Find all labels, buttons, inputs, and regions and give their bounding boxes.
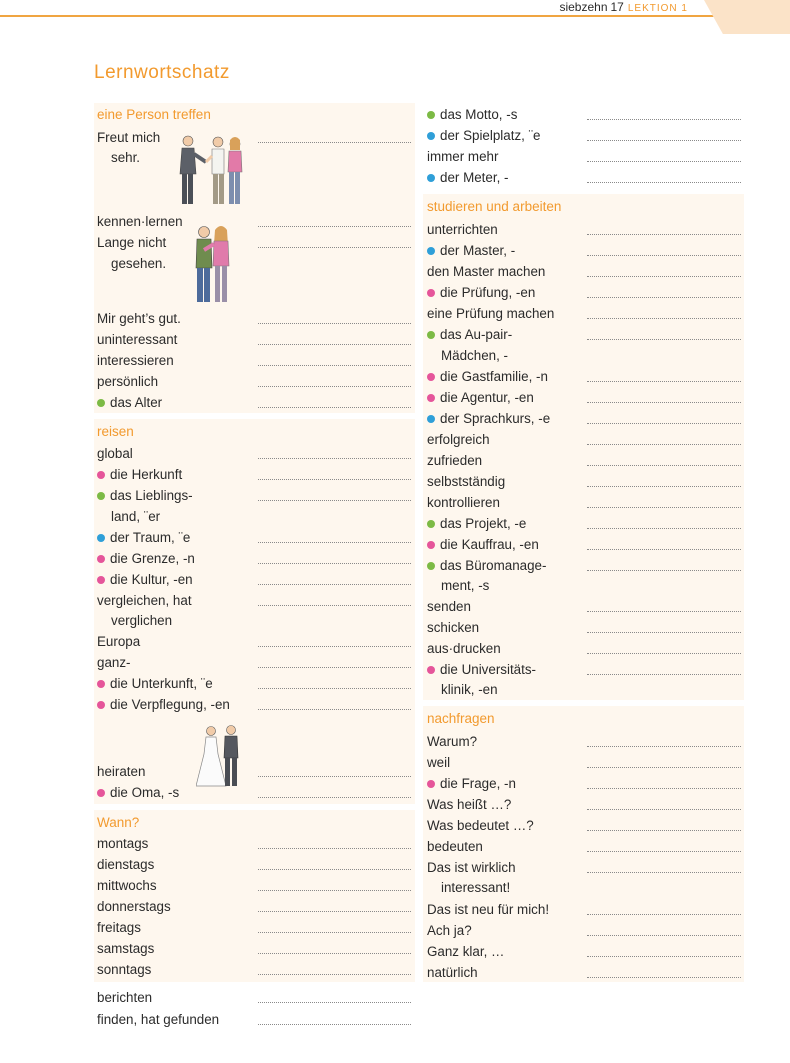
lesson-label: LEKTION 1 xyxy=(627,3,688,14)
answer-line[interactable] xyxy=(587,977,741,978)
neuter-dot xyxy=(427,111,435,119)
answer-line[interactable] xyxy=(587,767,741,768)
answer-line[interactable] xyxy=(587,276,741,277)
vocab-entry: bedeuten xyxy=(427,839,483,854)
answer-line[interactable] xyxy=(587,140,741,141)
answer-line[interactable] xyxy=(587,788,741,789)
vocab-entry: selbstständig xyxy=(427,474,506,489)
vocab-entry-cont: gesehen. xyxy=(111,256,167,271)
vocab-entry: der Sprachkurs, -e xyxy=(427,408,550,429)
masculine-dot xyxy=(97,534,105,542)
vocab-entry: Europa xyxy=(97,634,141,649)
answer-line[interactable] xyxy=(587,914,741,915)
answer-line[interactable] xyxy=(258,247,411,248)
vocab-entry: heiraten xyxy=(97,764,146,779)
answer-line[interactable] xyxy=(587,809,741,810)
feminine-dot xyxy=(427,541,435,549)
answer-line[interactable] xyxy=(258,667,411,668)
answer-line[interactable] xyxy=(258,953,411,954)
vocab-entry: zufrieden xyxy=(427,453,483,468)
answer-line[interactable] xyxy=(258,386,411,387)
neuter-dot xyxy=(427,520,435,528)
section-title: reisen xyxy=(97,424,134,439)
page-header xyxy=(559,0,688,16)
vocab-entry-cont: Mädchen, - xyxy=(441,348,508,363)
answer-line[interactable] xyxy=(587,423,741,424)
vocab-entry-cont: ment, -s xyxy=(441,578,490,593)
vocab-entry: persönlich xyxy=(97,374,159,389)
masculine-dot xyxy=(427,247,435,255)
answer-line[interactable] xyxy=(258,932,411,933)
answer-line[interactable] xyxy=(587,674,741,675)
vocab-entry: Das ist neu für mich! xyxy=(427,902,550,917)
vocab-entry: kennen·lernen xyxy=(97,214,183,229)
vocab-entry: erfolgreich xyxy=(427,432,490,447)
answer-line[interactable] xyxy=(587,570,741,571)
neuter-dot xyxy=(97,492,105,500)
answer-line[interactable] xyxy=(587,234,741,235)
vocab-entry: Mir geht’s gut. xyxy=(97,311,181,326)
vocab-entry: die Verpflegung, -en xyxy=(97,694,230,715)
vocab-entry: aus·drucken xyxy=(427,641,501,656)
neuter-dot xyxy=(97,399,105,407)
vocab-entry: senden xyxy=(427,599,471,614)
answer-line[interactable] xyxy=(587,830,741,831)
vocab-entry: der Master, - xyxy=(427,240,515,261)
vocab-entry: mittwochs xyxy=(97,878,157,893)
answer-line[interactable] xyxy=(587,528,741,529)
answer-line[interactable] xyxy=(587,851,741,852)
vocab-entry: die Gastfamilie, -n xyxy=(427,366,548,387)
vocab-entry: immer mehr xyxy=(427,149,499,164)
feminine-dot xyxy=(427,289,435,297)
vocab-entry: die Oma, -s xyxy=(97,782,179,803)
vocab-entry: der Traum, ¨e xyxy=(97,527,190,548)
answer-line[interactable] xyxy=(258,797,411,798)
vocab-entry: die Grenze, -n xyxy=(97,548,195,569)
vocab-entry-cont: verglichen xyxy=(111,613,173,628)
masculine-dot xyxy=(427,415,435,423)
vocab-entry: eine Prüfung machen xyxy=(427,306,555,321)
answer-line[interactable] xyxy=(258,869,411,870)
answer-line[interactable] xyxy=(587,549,741,550)
vocab-entry: unterrichten xyxy=(427,222,498,237)
answer-line[interactable] xyxy=(258,646,411,647)
vocab-entry: uninteressant xyxy=(97,332,178,347)
feminine-dot xyxy=(97,471,105,479)
vocab-entry: das Motto, -s xyxy=(427,104,517,125)
vocab-entry: vergleichen, hat xyxy=(97,593,192,608)
vocab-entry: berichten xyxy=(97,990,153,1005)
vocab-entry: Lange nicht xyxy=(97,235,167,250)
vocab-entry: Was bedeutet …? xyxy=(427,818,534,833)
vocab-entry: natürlich xyxy=(427,965,478,980)
vocab-entry: dienstags xyxy=(97,857,155,872)
hug-illustration xyxy=(190,222,236,306)
vocab-entry: die Universitäts- xyxy=(427,659,536,680)
answer-line[interactable] xyxy=(587,297,741,298)
feminine-dot xyxy=(427,780,435,788)
vocab-entry: die Prüfung, -en xyxy=(427,282,535,303)
wedding-illustration xyxy=(196,724,246,788)
answer-line[interactable] xyxy=(258,776,411,777)
answer-line[interactable] xyxy=(258,1024,411,1025)
answer-line[interactable] xyxy=(258,848,411,849)
vocab-entry: freitags xyxy=(97,920,141,935)
answer-line[interactable] xyxy=(587,318,741,319)
vocab-entry: schicken xyxy=(427,620,480,635)
vocab-entry: sonntags xyxy=(97,962,152,977)
answer-line[interactable] xyxy=(587,381,741,382)
vocab-entry: Was heißt …? xyxy=(427,797,512,812)
answer-line[interactable] xyxy=(258,479,411,480)
vocab-entry: Ganz klar, … xyxy=(427,944,505,959)
vocab-entry: die Agentur, -en xyxy=(427,387,534,408)
answer-line[interactable] xyxy=(258,500,411,501)
answer-line[interactable] xyxy=(587,444,741,445)
neuter-dot xyxy=(427,331,435,339)
answer-line[interactable] xyxy=(258,890,411,891)
vocab-entry: die Kultur, -en xyxy=(97,569,193,590)
vocab-entry: das Büromanage- xyxy=(427,555,546,576)
answer-line[interactable] xyxy=(587,611,741,612)
vocab-entry: die Unterkunft, ¨e xyxy=(97,673,213,694)
vocab-entry: die Herkunft xyxy=(97,464,182,485)
answer-line[interactable] xyxy=(587,935,741,936)
vocab-entry: das Projekt, -e xyxy=(427,513,526,534)
answer-line[interactable] xyxy=(258,542,411,543)
answer-line[interactable] xyxy=(258,688,411,689)
answer-line[interactable] xyxy=(258,605,411,606)
answer-line[interactable] xyxy=(258,911,411,912)
answer-line[interactable] xyxy=(587,339,741,340)
answer-line[interactable] xyxy=(587,119,741,120)
answer-line[interactable] xyxy=(258,344,411,345)
vocab-entry: das Alter xyxy=(97,392,162,413)
vocab-entry: montags xyxy=(97,836,149,851)
answer-line[interactable] xyxy=(587,182,741,183)
vocab-entry: samstags xyxy=(97,941,155,956)
vocab-entry-cont: sehr. xyxy=(111,150,141,165)
vocab-entry-cont: klinik, -en xyxy=(441,682,498,697)
vocab-entry: Warum? xyxy=(427,734,478,749)
masculine-dot xyxy=(427,132,435,140)
feminine-dot xyxy=(427,373,435,381)
answer-line[interactable] xyxy=(258,458,411,459)
vocab-entry: die Frage, -n xyxy=(427,773,516,794)
answer-line[interactable] xyxy=(587,746,741,747)
vocab-entry: interessieren xyxy=(97,353,174,368)
vocab-entry: ganz- xyxy=(97,655,131,670)
vocab-entry: Ach ja? xyxy=(427,923,472,938)
masculine-dot xyxy=(427,174,435,182)
vocab-entry: global xyxy=(97,446,133,461)
answer-line[interactable] xyxy=(258,1002,411,1003)
answer-line[interactable] xyxy=(587,402,741,403)
section-title: studieren und arbeiten xyxy=(427,199,562,214)
feminine-dot xyxy=(97,789,105,797)
answer-line[interactable] xyxy=(587,161,741,162)
section-title: eine Person treffen xyxy=(97,107,211,122)
answer-line[interactable] xyxy=(587,872,741,873)
handshake-illustration xyxy=(176,132,248,210)
page-word: siebzehn xyxy=(559,0,608,14)
feminine-dot xyxy=(97,701,105,709)
answer-line[interactable] xyxy=(587,653,741,654)
answer-line[interactable] xyxy=(258,584,411,585)
answer-line[interactable] xyxy=(258,407,411,408)
feminine-dot xyxy=(97,680,105,688)
answer-line[interactable] xyxy=(258,323,411,324)
vocab-entry: finden, hat gefunden xyxy=(97,1012,220,1027)
vocab-entry: weil xyxy=(427,755,451,770)
neuter-dot xyxy=(427,562,435,570)
answer-line[interactable] xyxy=(587,255,741,256)
vocab-entry: den Master machen xyxy=(427,264,546,279)
answer-line[interactable] xyxy=(258,563,411,564)
vocab-entry: Freut mich xyxy=(97,130,161,145)
answer-line[interactable] xyxy=(258,365,411,366)
vocab-entry-cont: land, ¨er xyxy=(111,509,161,524)
answer-line[interactable] xyxy=(587,465,741,466)
vocab-entry: kontrollieren xyxy=(427,495,500,510)
vocab-entry-cont: interessant! xyxy=(441,880,511,895)
answer-line[interactable] xyxy=(587,632,741,633)
feminine-dot xyxy=(427,394,435,402)
answer-line[interactable] xyxy=(258,709,411,710)
page-title: Lernwortschatz xyxy=(94,62,230,83)
answer-line[interactable] xyxy=(587,507,741,508)
answer-line[interactable] xyxy=(258,142,411,143)
vocab-entry: Das ist wirklich xyxy=(427,860,516,875)
vocab-entry: die Kauffrau, -en xyxy=(427,534,539,555)
answer-line[interactable] xyxy=(258,974,411,975)
vocab-entry: das Au-pair- xyxy=(427,324,512,345)
feminine-dot xyxy=(97,555,105,563)
page-number: 17 xyxy=(610,0,624,14)
answer-line[interactable] xyxy=(587,956,741,957)
answer-line[interactable] xyxy=(258,226,411,227)
vocab-entry: donnerstags xyxy=(97,899,171,914)
header-tab xyxy=(704,0,790,34)
vocab-entry: das Lieblings- xyxy=(97,485,193,506)
answer-line[interactable] xyxy=(587,486,741,487)
vocab-entry: der Meter, - xyxy=(427,167,508,188)
vocab-entry: der Spielplatz, ¨e xyxy=(427,125,540,146)
section-title: nachfragen xyxy=(427,711,495,726)
feminine-dot xyxy=(427,666,435,674)
feminine-dot xyxy=(97,576,105,584)
section-title: Wann? xyxy=(97,815,140,830)
